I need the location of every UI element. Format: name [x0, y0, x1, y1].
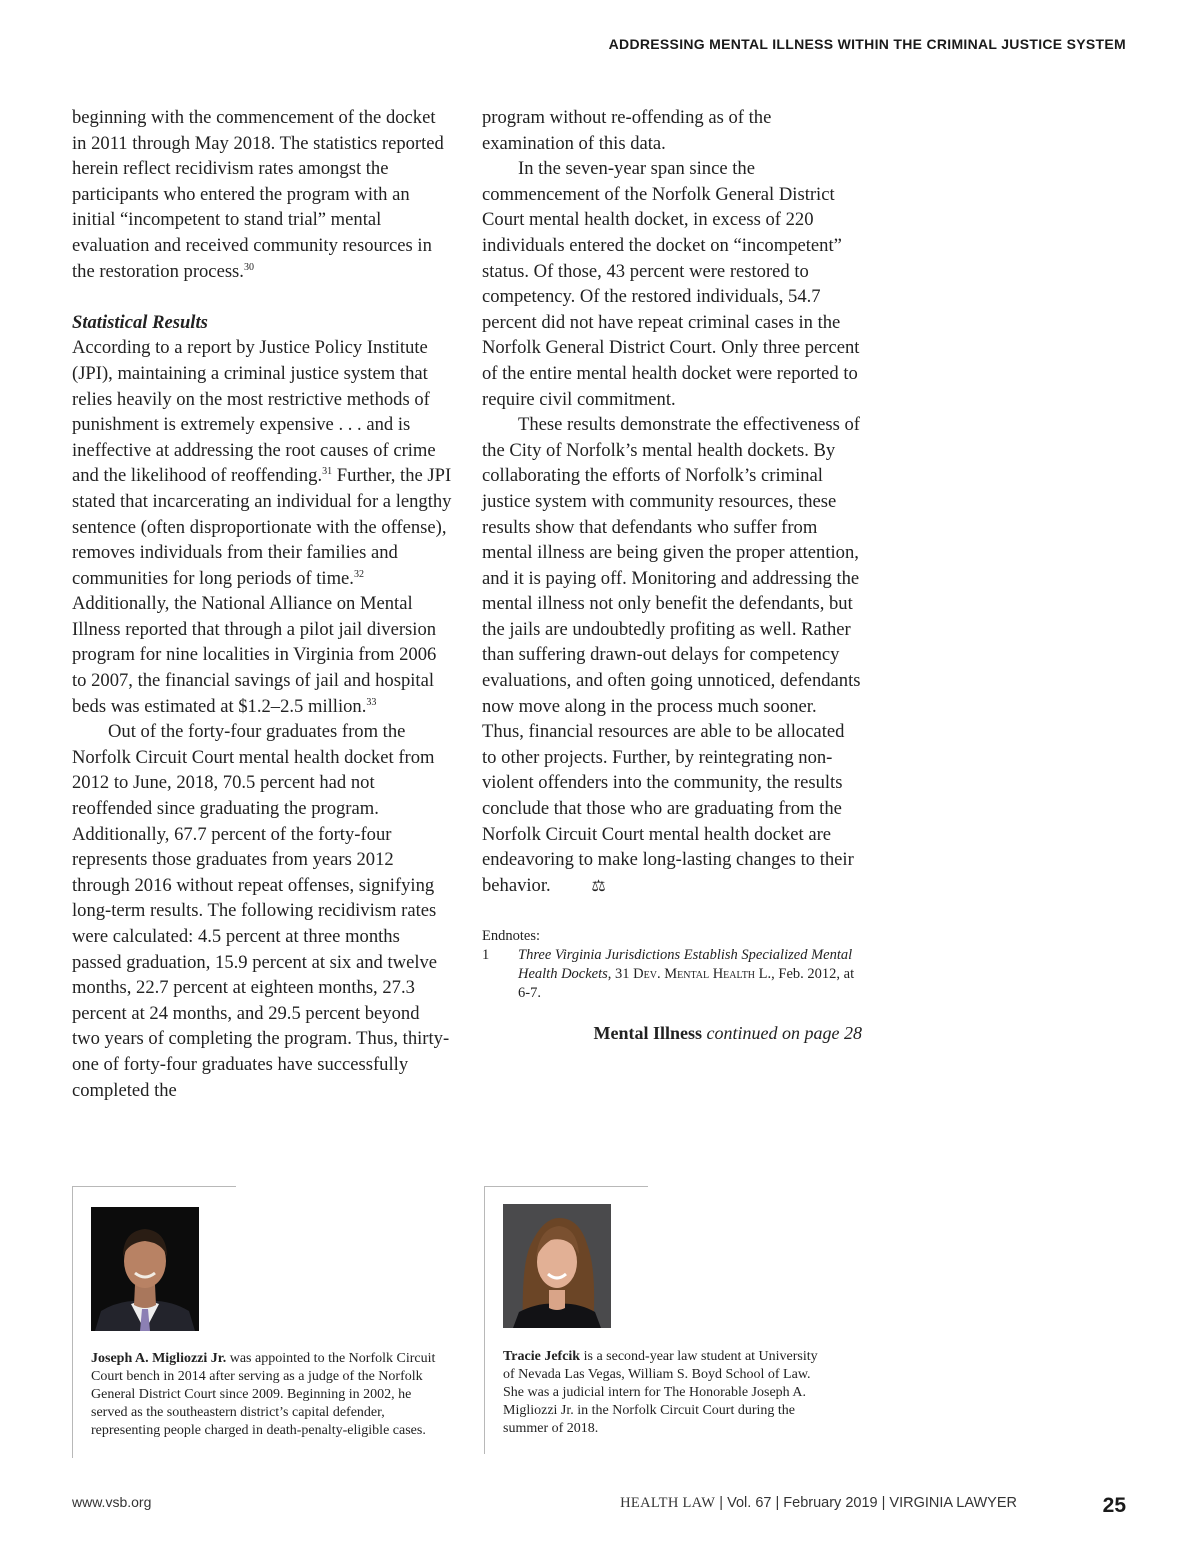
footnote-ref: 33: [366, 696, 377, 708]
scales-icon: ⚖: [591, 877, 606, 895]
left-paragraph-2: According to a report by Justice Policy Institute (JPI), maintaining a criminal justice system that relies heavily on the most restrictive methods of punishment is extremely expensive . . . and is ineffective at addressing the root causes of crime and the likelihood of reoffending.$^{31}$ Further, the JPI stated that incarcerating an individual for a lengthy sentence (often disproportionate with the offense), removes individuals from their families and communities for long periods of time.$^{32}$ Additionally, the National Alliance on Mental Illness reported that through a pilot jail diversion program for nine localities in Virginia from 2006 to 2007, the financial savings of jail and hospital beds was estimated at $1.2–2.5 million.$^{33}$: [72, 337, 452, 717]
left-column: [72, 105, 452, 1103]
footnote-ref: 30: [243, 261, 254, 273]
running-head: ADDRESSING MENTAL ILLNESS WITHIN THE CRIMINAL JUSTICE SYSTEM: [608, 36, 1126, 52]
section-heading: Statistical Results: [72, 311, 208, 333]
bio-text: Tracie Jefcik is a second-year law student at University of Nevada Las Vegas, William S. Boyd School of Law. She was a judicial intern for The Honorable Joseph A. Migliozzi Jr. in the Norfolk Circuit Court during the summer of 2018.: [503, 1349, 818, 1436]
left-paragraph-3: Out of the forty-four graduates from the Norfolk Circuit Court mental health docket from 2012 to June, 2018, 70.5 percent had not reoffended since graduating the program. Additionally, 67.7 percent of the forty-four represents those graduates from years 2012 through 2016 without repeat offenses, signifying long-term results. The following recidivism rates were calculated: 4.5 percent at three months passed graduation, 15.9 percent at six and twelve months, 22.7 percent at eighteen months, 27.3 percent at 24 months, and 29.5 percent beyond two years of completing the program. Thus, thirty-one of forty-four graduates have successfully completed the: [72, 721, 450, 1101]
author-bio-migliozzi: [72, 1186, 442, 1458]
endnote-text: Three Virginia Jurisdictions Establish Specialized Mental Health Dockets, 31 Dev. Mental Health L., Feb. 2012, at 6-7.: [518, 947, 855, 1002]
footer-url[interactable]: www.vsb.org: [72, 1494, 152, 1510]
bio-text: Joseph A. Migliozzi Jr. was appointed to the Norfolk Circuit Court bench in 2014 after serving as a judge of the Norfolk General District Court since 2009. Beginning in 2002, he served as the southeastern district’s capital defender, representing people charged in death-penalty-eligible cases.: [91, 1351, 436, 1438]
endnote-number: 1: [482, 947, 490, 964]
author-photo: [503, 1204, 611, 1328]
footnote-ref: 31: [322, 466, 333, 478]
author-photo: [91, 1207, 199, 1331]
continued-note[interactable]: Mental Illness continued on page 28: [593, 1023, 862, 1044]
endnotes-label: Endnotes:: [482, 928, 540, 945]
right-paragraph-1: program without re-offending as of the examination of this data.: [482, 107, 772, 154]
right-paragraph-3: These results demonstrate the effectiveness of the City of Norfolk’s mental health dockets. By collaborating the efforts of Norfolk’s criminal justice system with community resources, these results show that defendants who suffer from mental illness are being given the proper attention, and it is paying off. Monitoring and addressing the mental illness not only benefit the defendants, but the jails are undoubtedly profiting as well. Rather than suffering drawn-out delays for competency evaluations, and often going unnoticed, defendants now move along in the process much sooner. Thus, financial resources are able to be allocated to other projects. Further, by reintegrating non-violent offenders into the community, the results conclude that those who are graduating from the Norfolk Circuit Court mental health docket are endeavoring to make long-lasting changes to their behavior. ⚖: [482, 412, 862, 899]
right-paragraph-2: In the seven-year span since the commencement of the Norfolk General District Court mental health docket, in excess of 220 individuals entered the docket on “incompetent” status. Of those, 43 percent were restored to competency. Of the restored individuals, 54.7 percent did not have repeat criminal cases in the Norfolk General District Court. Only three percent of the entire mental health docket were reported to require civil commitment.: [482, 158, 860, 410]
footer-info: HEALTH LAW | Vol. 67 | February 2019 | VIRGINIA LAWYER: [620, 1495, 1017, 1511]
endnote: [482, 946, 862, 1003]
page-number: 25: [1102, 1494, 1126, 1517]
right-column: [482, 105, 862, 1047]
footnote-ref: 32: [353, 568, 364, 580]
author-bio-jefcik: [484, 1186, 824, 1458]
left-paragraph-1: beginning with the commencement of the docket in 2011 through May 2018. The statistics reported herein reflect recidivism rates amongst the participants who entered the program with an initial “incompetent to stand trial” mental evaluation and received community resources in the restoration process.$^{30}$: [72, 107, 444, 282]
